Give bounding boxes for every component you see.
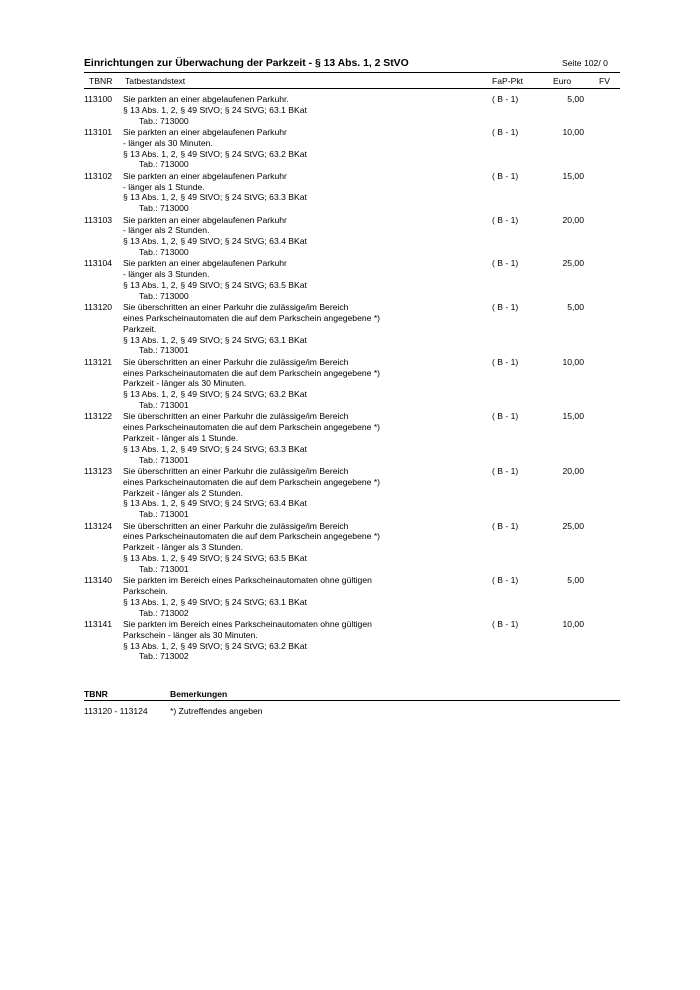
row-description bbox=[123, 466, 483, 520]
row-fap-points: ( B - 1) bbox=[492, 127, 519, 137]
remarks-header-tbnr: TBNR bbox=[84, 689, 108, 699]
column-header-fv: FV bbox=[599, 76, 610, 86]
column-header-text: Tatbestandstext bbox=[125, 76, 186, 86]
row-tbnr: 113100 bbox=[84, 94, 113, 104]
description-line: - länger als 2 Stunden. bbox=[123, 225, 210, 236]
row-tab-reference: Tab.: 713001 bbox=[139, 563, 189, 574]
description-line: § 13 Abs. 1, 2, § 49 StVO; § 24 StVG; 63.2 BKat bbox=[123, 148, 307, 159]
row-fap-points: ( B - 1) bbox=[492, 214, 519, 225]
description-line: Sie parkten an einer abgelaufenen Parkuhr bbox=[123, 258, 287, 269]
row-description bbox=[123, 171, 483, 214]
description-line: Parkschein - länger als 30 Minuten. bbox=[123, 629, 258, 640]
row-fap-points: ( B - 1) bbox=[492, 258, 519, 269]
row-tab-reference: Tab.: 713002 bbox=[139, 651, 189, 662]
row-tbnr: 113124 bbox=[84, 520, 113, 531]
row-fap-points: ( B - 1) bbox=[492, 466, 519, 476]
remarks-rule bbox=[84, 700, 620, 701]
description-line: § 13 Abs. 1, 2, § 49 StVO; § 24 StVG; 63.5 BKat bbox=[123, 279, 307, 290]
description-line: § 13 Abs. 1, 2, § 49 StVO; § 24 StVG; 63.3 BKat bbox=[123, 192, 307, 203]
description-line: eines Parkscheinautomaten die auf dem Parkschein angegebene *) bbox=[123, 367, 381, 378]
description-line: Sie parkten an einer abgelaufenen Parkuhr. bbox=[123, 94, 289, 104]
description-line: - länger als 1 Stunde. bbox=[123, 181, 205, 192]
page-number: Seite 102/ 0 bbox=[562, 58, 608, 68]
column-header-euro: Euro bbox=[553, 76, 572, 86]
row-euro-amount: 20,00 bbox=[562, 466, 584, 476]
description-line: § 13 Abs. 1, 2, § 49 StVO; § 24 StVG; 63.4 BKat bbox=[123, 236, 307, 247]
row-euro-amount: 10,00 bbox=[562, 619, 584, 629]
row-tbnr: 113140 bbox=[84, 575, 113, 586]
column-header-fap: FaP-Pkt bbox=[492, 76, 524, 86]
description-line: Sie überschritten an einer Parkuhr die zulässige/im Bereich bbox=[123, 520, 349, 531]
row-fap-points: ( B - 1) bbox=[492, 575, 519, 586]
row-euro-amount: 20,00 bbox=[562, 214, 584, 225]
row-tbnr: 113120 bbox=[84, 302, 113, 313]
description-line: Parkzeit - länger als 3 Stunden. bbox=[123, 542, 243, 553]
description-line: Parkzeit - länger als 1 Stunde. bbox=[123, 432, 239, 443]
row-euro-amount: 5,00 bbox=[567, 302, 584, 313]
row-tbnr: 113101 bbox=[84, 127, 113, 137]
row-tab-reference: Tab.: 713000 bbox=[139, 246, 189, 257]
row-tab-reference: Tab.: 713001 bbox=[139, 509, 189, 520]
row-tab-reference: Tab.: 713000 bbox=[139, 203, 189, 214]
description-line: Sie parkten im Bereich eines Parkscheinautomaten ohne gültigen bbox=[123, 575, 372, 586]
row-euro-amount: 15,00 bbox=[562, 170, 584, 181]
row-euro-amount: 25,00 bbox=[562, 520, 584, 531]
row-tbnr: 113123 bbox=[84, 466, 113, 476]
description-line: Parkzeit - länger als 2 Stunden. bbox=[123, 487, 243, 498]
description-line: § 13 Abs. 1, 2, § 49 StVO; § 24 StVG; 63.1 BKat bbox=[123, 334, 307, 345]
row-tbnr: 113141 bbox=[84, 619, 113, 629]
page-title: Einrichtungen zur Überwachung der Parkzeit - § 13 Abs. 1, 2 StVO bbox=[84, 58, 409, 69]
description-line: Sie parkten an einer abgelaufenen Parkuhr bbox=[123, 170, 287, 181]
row-tbnr: 113102 bbox=[84, 170, 113, 181]
header-rule-top bbox=[84, 72, 620, 73]
row-fap-points: ( B - 1) bbox=[492, 170, 519, 181]
row-description bbox=[123, 357, 483, 411]
row-euro-amount: 5,00 bbox=[567, 94, 584, 104]
description-line: Sie überschritten an einer Parkuhr die zulässige/im Bereich bbox=[123, 356, 349, 367]
description-line: Sie überschritten an einer Parkuhr die zulässige/im Bereich bbox=[123, 466, 349, 476]
description-line: Sie parkten an einer abgelaufenen Parkuhr bbox=[123, 127, 287, 137]
description-line: - länger als 3 Stunden. bbox=[123, 269, 210, 280]
description-line: § 13 Abs. 1, 2, § 49 StVO; § 24 StVG; 63.4 BKat bbox=[123, 498, 307, 509]
header-rule-bottom bbox=[84, 88, 620, 89]
remarks-header-text: Bemerkungen bbox=[170, 689, 228, 699]
row-fap-points: ( B - 1) bbox=[492, 411, 519, 422]
description-line: § 13 Abs. 1, 2, § 49 StVO; § 24 StVG; 63.1 BKat bbox=[123, 596, 307, 607]
row-tab-reference: Tab.: 713000 bbox=[139, 115, 189, 126]
row-description bbox=[123, 215, 483, 258]
row-tbnr: 113104 bbox=[84, 258, 113, 269]
row-description bbox=[123, 575, 483, 618]
row-description bbox=[123, 127, 483, 170]
description-line: Parkzeit. bbox=[123, 323, 157, 334]
row-tab-reference: Tab.: 713000 bbox=[139, 159, 189, 170]
row-fap-points: ( B - 1) bbox=[492, 94, 519, 104]
description-line: § 13 Abs. 1, 2, § 49 StVO; § 24 StVG; 63.5 BKat bbox=[123, 552, 307, 563]
row-tab-reference: Tab.: 713001 bbox=[139, 399, 189, 410]
description-line: eines Parkscheinautomaten die auf dem Parkschein angegebene *) bbox=[123, 476, 381, 487]
row-fap-points: ( B - 1) bbox=[492, 302, 519, 313]
row-fap-points: ( B - 1) bbox=[492, 619, 519, 629]
description-line: Sie überschritten an einer Parkuhr die zulässige/im Bereich bbox=[123, 411, 349, 422]
row-fap-points: ( B - 1) bbox=[492, 520, 519, 531]
remarks-text: *) Zutreffendes angeben bbox=[170, 706, 263, 716]
row-tbnr: 113121 bbox=[84, 356, 113, 367]
row-description bbox=[123, 521, 483, 575]
description-line: eines Parkscheinautomaten die auf dem Parkschein angegebene *) bbox=[123, 422, 381, 433]
column-header-tbnr: TBNR bbox=[89, 76, 113, 86]
row-euro-amount: 5,00 bbox=[567, 575, 584, 586]
description-line: Sie parkten im Bereich eines Parkscheinautomaten ohne gültigen bbox=[123, 619, 372, 629]
row-description bbox=[123, 411, 483, 465]
description-line: eines Parkscheinautomaten die auf dem Parkschein angegebene *) bbox=[123, 312, 381, 323]
row-description bbox=[123, 258, 483, 301]
description-line: § 13 Abs. 1, 2, § 49 StVO; § 24 StVG; 63.1 BKat bbox=[123, 104, 307, 115]
description-line: eines Parkscheinautomaten die auf dem Parkschein angegebene *) bbox=[123, 531, 381, 542]
remarks-range: 113120 - 113124 bbox=[84, 706, 148, 716]
row-euro-amount: 10,00 bbox=[562, 356, 584, 367]
row-euro-amount: 15,00 bbox=[562, 411, 584, 422]
description-line: § 13 Abs. 1, 2, § 49 StVO; § 24 StVG; 63.2 BKat bbox=[123, 640, 307, 651]
row-tbnr: 113103 bbox=[84, 214, 113, 225]
row-description bbox=[123, 619, 483, 662]
description-line: § 13 Abs. 1, 2, § 49 StVO; § 24 StVG; 63.3 BKat bbox=[123, 443, 307, 454]
row-euro-amount: 10,00 bbox=[562, 127, 584, 137]
description-line: Sie parkten an einer abgelaufenen Parkuhr bbox=[123, 214, 287, 225]
row-description bbox=[123, 302, 483, 356]
row-tab-reference: Tab.: 713001 bbox=[139, 345, 189, 356]
row-tab-reference: Tab.: 713000 bbox=[139, 290, 189, 301]
row-tab-reference: Tab.: 713002 bbox=[139, 607, 189, 618]
description-line: Sie überschritten an einer Parkuhr die zulässige/im Bereich bbox=[123, 302, 349, 313]
description-line: § 13 Abs. 1, 2, § 49 StVO; § 24 StVG; 63.2 BKat bbox=[123, 389, 307, 400]
description-line: - länger als 30 Minuten. bbox=[123, 137, 213, 148]
row-tab-reference: Tab.: 713001 bbox=[139, 454, 189, 465]
row-tbnr: 113122 bbox=[84, 411, 113, 422]
row-euro-amount: 25,00 bbox=[562, 258, 584, 269]
row-fap-points: ( B - 1) bbox=[492, 356, 519, 367]
row-description bbox=[123, 94, 483, 126]
description-line: Parkzeit - länger als 30 Minuten. bbox=[123, 378, 247, 389]
description-line: Parkschein. bbox=[123, 585, 168, 596]
